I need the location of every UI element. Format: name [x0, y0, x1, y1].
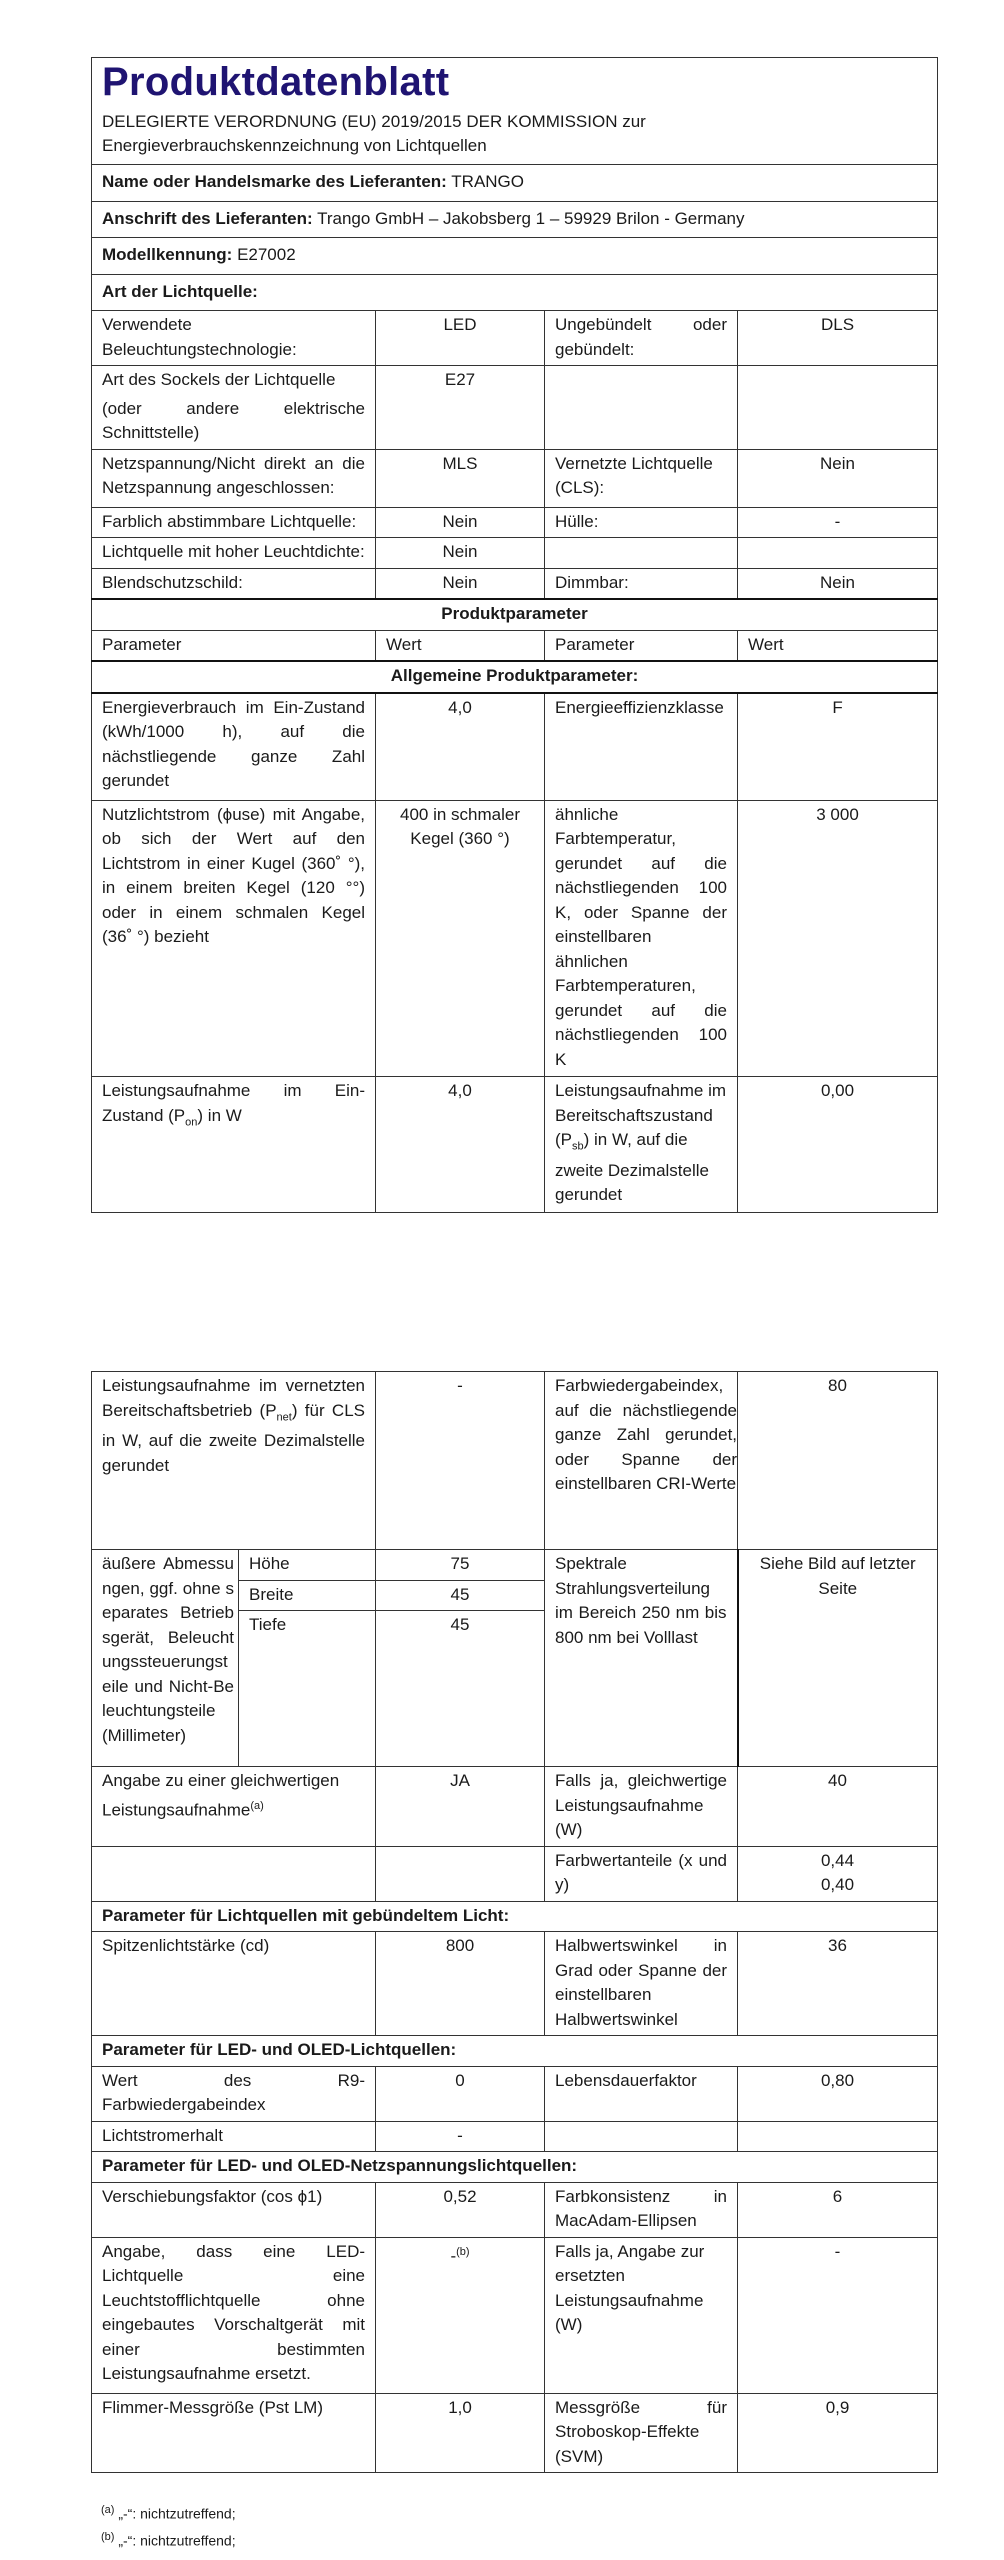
supplier-name-label: Name oder Handelsmarke des Lieferanten: — [102, 172, 447, 191]
power-on-label-unit: ) in W — [197, 1105, 242, 1125]
column-header-value: Wert — [376, 630, 545, 661]
equivalent-power-watt-label: Falls ja, gleichwertige Leistungsaufnahme (W) — [545, 1767, 738, 1847]
peak-intensity-value: 800 — [376, 1932, 545, 2036]
power-factor-value: 0,52 — [376, 2182, 545, 2237]
empty-cell — [545, 2121, 738, 2152]
empty-cell — [376, 1846, 545, 1901]
supplier-address-label: Anschrift des Lieferanten: — [102, 208, 313, 228]
socket-label-line-2: (oder andere elektrische Schnittstelle) — [102, 398, 365, 442]
cls-value: Nein — [738, 449, 938, 507]
height-label: Höhe — [239, 1550, 376, 1581]
technology-label: Verwendete Beleuchtungstechnologie: — [92, 311, 376, 366]
technology-value: LED — [376, 311, 545, 366]
cri-value: 80 — [738, 1372, 938, 1550]
networked-standby-value: - — [376, 1372, 545, 1550]
svm-value: 0,9 — [738, 2393, 938, 2473]
high-luminance-row — [92, 538, 938, 569]
standby-subscript: sb — [572, 1140, 584, 1153]
power-row — [92, 1077, 938, 1213]
product-datasheet-table — [91, 57, 938, 1213]
model-row — [92, 238, 938, 275]
cls-label: Vernetzte Lichtquelle (CLS): — [545, 449, 738, 507]
mains-label: Netzspannung/Nicht direkt an die Netzspannung angeschlossen: — [92, 449, 376, 507]
power-on-subscript: on — [185, 1115, 198, 1128]
lifetime-factor-value: 0,80 — [738, 2066, 938, 2121]
power-factor-row — [92, 2182, 938, 2237]
depth-value: 45 — [376, 1611, 545, 1767]
glare-label: Blendschutzschild: — [92, 568, 376, 599]
networked-standby-text: Leistungsaufnahme im vernetzten Bereitschaftsbetrieb (P — [102, 1376, 366, 1420]
footnote-b — [101, 2527, 236, 2551]
flux-maintenance-row — [92, 2121, 938, 2152]
mains-led-header-row — [92, 2152, 938, 2183]
spectral-label: Spektrale Strahlungsverteilung im Bereich 250 nm bis 800 nm bei Volllast — [545, 1550, 738, 1767]
networked-standby-subscript: net — [276, 1410, 292, 1423]
empty-cell — [92, 1846, 376, 1901]
replaced-power-label: Falls ja, Angabe zur ersetzten Leistungsaufnahme (W) — [545, 2237, 738, 2393]
column-header-parameter: Parameter — [92, 630, 376, 661]
supplier-address-value: Trango GmbH – Jakobsberg 1 – 59929 Brilon - Germany — [317, 208, 745, 228]
supplier-name-value: TRANGO — [451, 172, 525, 191]
glare-row — [92, 568, 938, 599]
luminous-flux-label: Nutzlichtstrom (ϕuse) mit Angabe, ob sich der Wert auf den Lichtstrom in einer Kugel (360˚ °), in einem breiten Kegel (120 °°) oder in einem schmalen Kegel (36˚ °) bezieht — [92, 800, 376, 1077]
efficiency-class-label: Energieeffizienzklasse — [545, 693, 738, 801]
standby-value: 0,00 — [738, 1077, 938, 1213]
replacement-value-text: - — [450, 2246, 457, 2266]
power-on-value: 4,0 — [376, 1077, 545, 1213]
luminous-flux-value: 400 in schmaler Kegel (360 °) — [376, 800, 545, 1077]
equivalent-power-text: Angabe zu einer gleichwertigen Leistungsaufnahme — [102, 1771, 340, 1820]
model-value: E27002 — [237, 245, 296, 264]
replacement-row — [92, 2237, 938, 2393]
width-value: 45 — [376, 1580, 545, 1611]
column-header-value: Wert — [738, 630, 938, 661]
lightsource-type-row — [92, 274, 938, 311]
regulation-line-2: Energieverbrauchskennzeichnung von Lichtquellen — [102, 136, 487, 155]
socket-label — [92, 366, 376, 450]
height-value: 75 — [376, 1550, 545, 1581]
networked-standby-unit: ) für CLS in W, auf die zweite Dezimalstelle gerundet — [102, 1400, 366, 1475]
spectral-value: Siehe Bild auf letzter Seite — [738, 1550, 938, 1767]
chromaticity-row — [92, 1846, 938, 1901]
dimmable-label: Dimmbar: — [545, 568, 738, 599]
replacement-label: Angabe, dass eine LED-Lichtquelle eine Leuchtstofflichtquelle ohne eingebautes Vorschaltgerät mit einer bestimmten Leistungsaufnahme ersetzt. — [92, 2237, 376, 2393]
depth-label: Tiefe — [239, 1611, 376, 1767]
beam-angle-label: Halbwertswinkel in Grad oder Spanne der einstellbaren Halbwertswinkel — [545, 1932, 738, 2036]
datasheet-page-2 — [91, 1371, 937, 2473]
luminous-flux-row — [92, 800, 938, 1077]
directional-title: Parameter für Lichtquellen mit gebündeltem Licht: — [92, 1901, 938, 1932]
column-header-parameter: Parameter — [545, 630, 738, 661]
directional-header-row — [92, 1901, 938, 1932]
equivalent-power-watt-value: 40 — [738, 1767, 938, 1847]
replacement-value — [376, 2237, 545, 2393]
flicker-value: 1,0 — [376, 2393, 545, 2473]
technology-row — [92, 311, 938, 366]
r9-label: Wert des R9-Farbwiedergabeindex — [92, 2066, 376, 2121]
glare-value: Nein — [376, 568, 545, 599]
width-label: Breite — [239, 1580, 376, 1611]
standby-label-unit: ) in W, auf die zweite Dezimalstelle gerundet — [555, 1130, 709, 1205]
lifetime-factor-label: Lebensdauerfaktor — [545, 2066, 738, 2121]
footnote-a — [101, 2500, 236, 2524]
peak-intensity-label: Spitzenlichtstärke (cd) — [92, 1932, 376, 2036]
mains-value: MLS — [376, 449, 545, 507]
led-header-row — [92, 2036, 938, 2067]
cct-label: ähnliche Farbtemperatur, gerundet auf die nächstliegenden 100 K, oder Spanne der einstellbaren ähnlichen Farbtemperaturen, gerundet auf die nächstliegenden 100 K — [545, 800, 738, 1077]
power-on-label-text: Leistungsaufnahme im Ein-Zustand (P — [102, 1081, 365, 1125]
socket-row — [92, 366, 938, 450]
chromaticity-label: Farbwertanteile (x und y) — [545, 1846, 738, 1901]
bundled-value: DLS — [738, 311, 938, 366]
chromaticity-x: 0,44 — [820, 1850, 855, 1870]
macadam-label: Farbkonsistenz in MacAdam-Ellipsen — [545, 2182, 738, 2237]
empty-cell — [545, 538, 738, 569]
energy-value: 4,0 — [376, 693, 545, 801]
page-title: Produktdatenblatt — [102, 60, 450, 104]
color-tunable-row — [92, 507, 938, 538]
high-luminance-label: Lichtquelle mit hoher Leuchtdichte: — [92, 538, 376, 569]
standby-label — [545, 1077, 738, 1213]
efficiency-class-value: F — [738, 693, 938, 801]
svm-label: Messgröße für Stroboskop-Effekte (SVM) — [545, 2393, 738, 2473]
footnote-a-mark: (a) — [101, 2504, 115, 2516]
mains-led-params-title: Parameter für LED- und OLED-Netzspannungslichtquellen: — [92, 2152, 938, 2183]
dimensions-label-text: äußere Abmessungen, ggf. ohne separates Betriebsgerät, Beleuchtungssteuerungsteile und Nicht-Beleuchtungsteile (Millimeter) — [102, 1554, 234, 1745]
power-factor-label: Verschiebungsfaktor (cos ϕ1) — [92, 2182, 376, 2237]
footnote-b-mark: (b) — [101, 2531, 115, 2543]
macadam-value: 6 — [738, 2182, 938, 2237]
networked-standby-label — [92, 1372, 376, 1550]
flux-maintenance-value: - — [376, 2121, 545, 2152]
standby-label-text: Leistungsaufnahme im Bereitschaftszustand (P — [555, 1081, 727, 1149]
socket-label-line-1: Art des Sockels der Lichtquelle — [102, 370, 336, 389]
equivalent-power-row — [92, 1767, 938, 1847]
r9-row — [92, 2066, 938, 2121]
lightsource-type-label: Art der Lichtquelle: — [102, 281, 258, 301]
supplier-address-row — [92, 201, 938, 238]
empty-cell — [545, 366, 738, 450]
model-label: Modellkennung: — [102, 245, 233, 264]
flicker-label: Flimmer-Messgröße (Pst LM) — [92, 2393, 376, 2473]
supplier-name-row — [92, 165, 938, 202]
general-params-header-row — [92, 661, 938, 693]
dimmable-value: Nein — [738, 568, 938, 599]
bundled-label: Ungebündelt oder gebündelt: — [545, 311, 738, 366]
color-tunable-value: Nein — [376, 507, 545, 538]
beam-angle-value: 36 — [738, 1932, 938, 2036]
color-tunable-label: Farblich abstimmbare Lichtquelle: — [92, 507, 376, 538]
peak-intensity-row — [92, 1932, 938, 2036]
product-params-header-row — [92, 599, 938, 630]
chromaticity-value — [738, 1846, 938, 1901]
envelope-label: Hülle: — [545, 507, 738, 538]
datasheet-page-1 — [91, 57, 937, 1213]
product-params-title: Produktparameter — [92, 599, 938, 630]
regulation-line-1: DELEGIERTE VERORDNUNG (EU) 2019/2015 DER KOMMISSION zur — [102, 112, 646, 131]
mains-row — [92, 449, 938, 507]
networked-standby-row — [92, 1372, 938, 1550]
equivalent-power-label — [92, 1767, 376, 1847]
general-params-title: Allgemeine Produktparameter: — [92, 661, 938, 693]
dimensions-label — [92, 1550, 239, 1767]
led-params-title: Parameter für LED- und OLED-Lichtquellen: — [92, 2036, 938, 2067]
energy-label: Energieverbrauch im Ein-Zustand (kWh/1000 h), auf die nächstliegende ganze Zahl gerundet — [92, 693, 376, 801]
empty-cell — [738, 538, 938, 569]
empty-cell — [738, 366, 938, 450]
footnote-a-text: „-“: nichtzutreffend; — [118, 2505, 236, 2522]
flux-maintenance-label: Lichtstromerhalt — [92, 2121, 376, 2152]
column-header-row — [92, 630, 938, 661]
chromaticity-y: 0,40 — [820, 1875, 855, 1894]
replaced-power-value: - — [738, 2237, 938, 2393]
high-luminance-value: Nein — [376, 538, 545, 569]
socket-value: E27 — [376, 366, 545, 450]
product-datasheet-table-continued — [91, 1371, 938, 2473]
flicker-row — [92, 2393, 938, 2473]
dimensions-height-row — [92, 1550, 938, 1581]
empty-cell — [738, 2121, 938, 2152]
equivalent-power-footnote-mark: (a) — [250, 1799, 264, 1812]
equivalent-power-value: JA — [376, 1767, 545, 1847]
envelope-value: - — [738, 507, 938, 538]
header-row — [92, 58, 938, 165]
r9-value: 0 — [376, 2066, 545, 2121]
power-on-label — [92, 1077, 376, 1213]
cct-value: 3 000 — [738, 800, 938, 1077]
energy-row — [92, 693, 938, 801]
footnote-b-text: „-“: nichtzutreffend; — [118, 2532, 236, 2549]
cri-label: Farbwiedergabeindex, auf die nächstliegende ganze Zahl gerundet, oder Spanne der einstellbaren CRI-Werte — [545, 1372, 738, 1550]
replacement-footnote-mark: (b) — [456, 2245, 470, 2258]
